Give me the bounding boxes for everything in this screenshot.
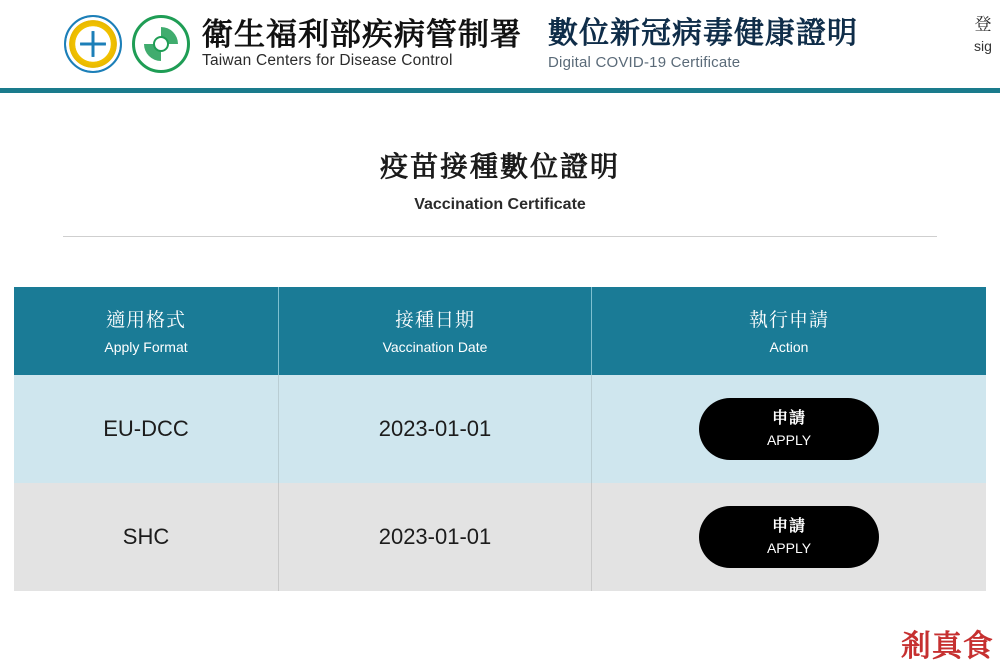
column-header-action-zh: 執行申請 [748, 310, 829, 331]
cell-format: SHC [14, 483, 279, 591]
apply-button-label-zh: 申請 [771, 518, 806, 536]
watermark: 剎真食 [901, 630, 994, 663]
column-header-format [14, 287, 279, 375]
organization-name-zh: 衛生福利部疾病管制署 [202, 16, 522, 52]
page-title [14, 93, 986, 214]
cell-vaccination-date: 2023-01-01 [279, 375, 592, 483]
column-header-format-zh: 適用格式 [105, 310, 186, 331]
main-content [0, 93, 1000, 591]
apply-button-eu-dcc[interactable] [699, 398, 879, 460]
taiwan-cdc-emblem-icon [64, 15, 122, 73]
column-header-action-en: Action [769, 339, 809, 355]
site-title-zh: 數位新冠病毒健康證明 [548, 16, 858, 50]
column-header-date [279, 287, 592, 375]
apply-button-shc[interactable] [699, 506, 879, 568]
header-signin-label-en: sig [974, 37, 992, 54]
column-header-action [592, 287, 987, 375]
table-header [14, 287, 986, 375]
cdc-green-logo-icon [132, 15, 190, 73]
table-header-row [14, 287, 986, 375]
page-title-zh: 疫苗接種數位證明 [379, 152, 620, 183]
site-title [548, 17, 858, 72]
cell-action [592, 483, 987, 591]
organization-name-en: Taiwan Centers for Disease Control [202, 52, 453, 70]
cell-vaccination-date: 2023-01-01 [279, 483, 592, 591]
column-header-date-zh: 接種日期 [394, 310, 475, 331]
column-header-date-en: Vaccination Date [382, 339, 488, 355]
apply-button-label-en: APPLY [766, 431, 812, 448]
cell-action [592, 375, 987, 483]
apply-button-label-zh: 申請 [771, 410, 806, 428]
table-row [14, 375, 986, 483]
site-header [0, 0, 1000, 88]
table-row [14, 483, 986, 591]
column-header-format-en: Apply Format [104, 339, 188, 355]
apply-button-label-en: APPLY [766, 539, 812, 556]
title-divider [63, 236, 937, 237]
page-title-en: Vaccination Certificate [414, 196, 586, 213]
cell-format: EU-DCC [14, 375, 279, 483]
organization-name [202, 16, 522, 70]
header-signin-label-zh: 登 [974, 15, 992, 34]
table-body [14, 375, 986, 591]
site-title-en: Digital COVID-19 Certificate [548, 53, 741, 71]
header-signin-link[interactable] [966, 14, 1000, 56]
certificate-table [14, 287, 986, 591]
